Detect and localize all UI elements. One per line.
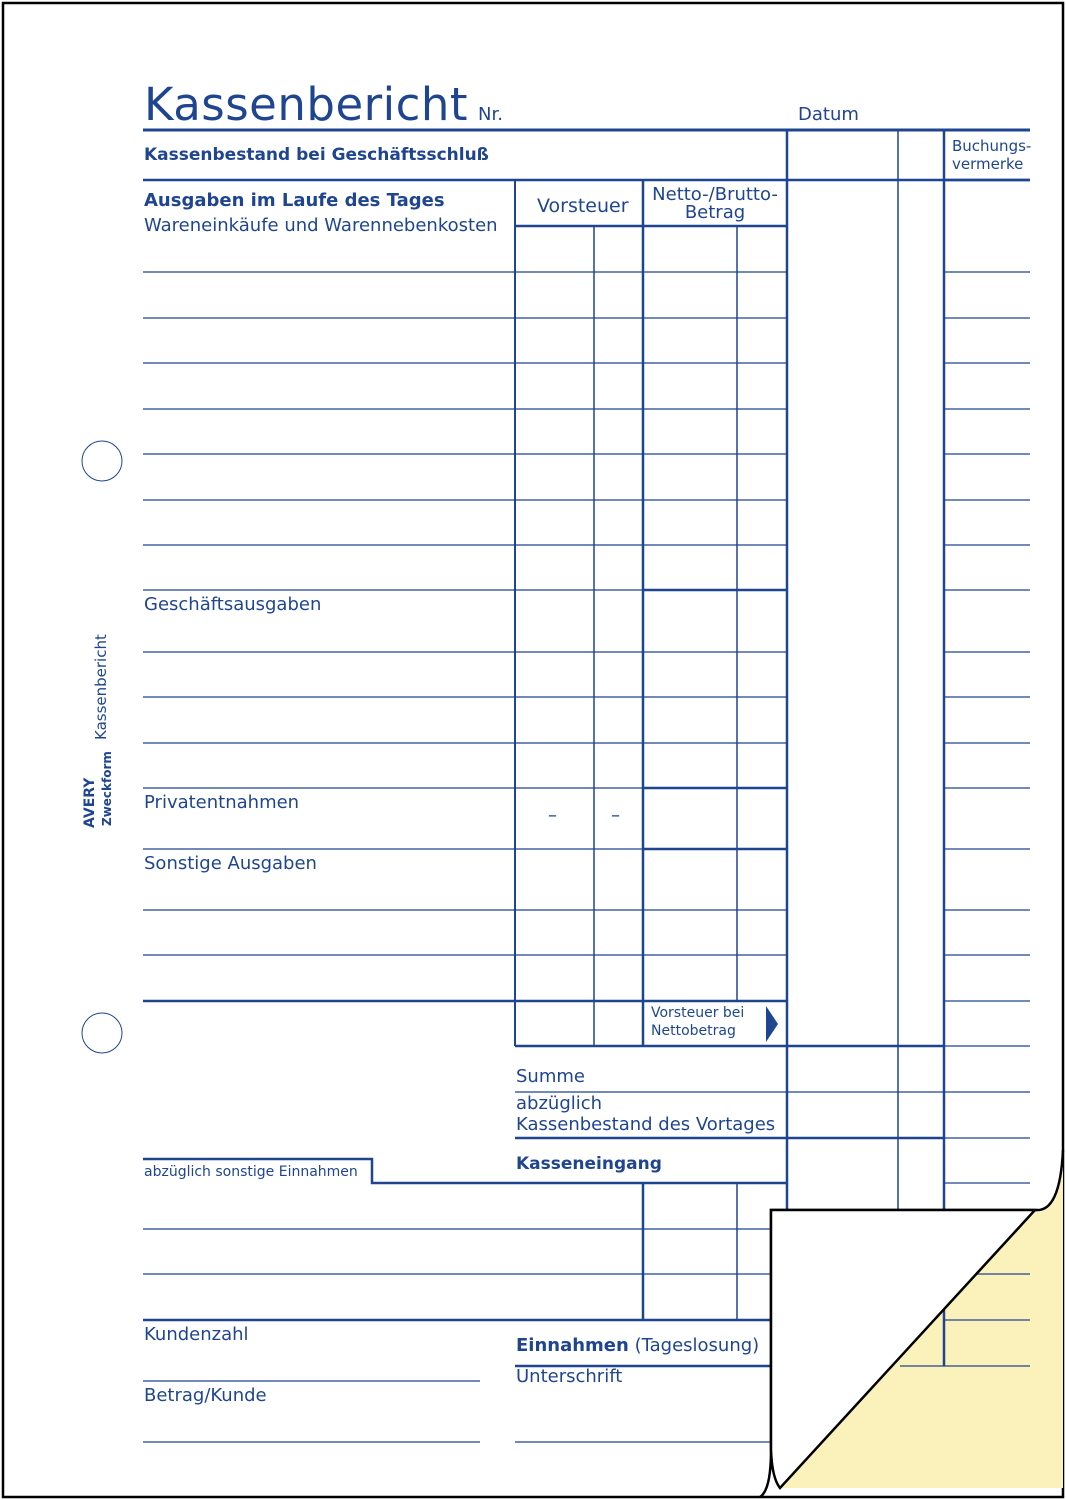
business-expenses-label: Geschäftsausgaben <box>144 594 322 615</box>
punch-hole-icon <box>82 1013 122 1053</box>
cash-balance-label: Kassenbestand bei Geschäftsschluß <box>144 145 489 165</box>
less-label: abzüglich <box>516 1093 603 1114</box>
form-title: Kassenbericht <box>144 78 469 131</box>
date-label: Datum <box>798 104 859 125</box>
brand-logo-zweckform: Zweckform <box>100 751 114 826</box>
expenses-heading: Ausgaben im Laufe des Tages <box>144 190 445 211</box>
input-tax-column-header: Vorsteuer <box>537 195 629 217</box>
booking-notes-label-1: Buchungs- <box>952 137 1032 155</box>
amount-column-header-2: Betrag <box>684 202 746 223</box>
private-dash-1: – <box>548 805 557 826</box>
other-expenses-label: Sonstige Ausgaben <box>144 853 317 874</box>
side-form-name: Kassenbericht <box>92 634 110 740</box>
private-withdrawals-label: Privatentnahmen <box>144 792 300 813</box>
arrow-marker-icon <box>766 1006 778 1042</box>
input-tax-note-2: Nettobetrag <box>651 1023 736 1039</box>
input-tax-note-1: Vorsteuer bei <box>651 1005 745 1021</box>
daily-income-label <box>516 1337 759 1355</box>
amount-column-header-1: Netto-/Brutto- <box>652 184 778 205</box>
sum-label: Summe <box>516 1066 585 1087</box>
amount-per-customer-label: Betrag/Kunde <box>144 1385 267 1406</box>
income-suffix-label: (Tageslosung) <box>634 1335 760 1356</box>
cash-receipt-label: Kasseneingang <box>516 1154 662 1174</box>
punch-hole-icon <box>82 441 122 481</box>
signature-label: Unterschrift <box>516 1366 623 1387</box>
brand-logo-avery: AVERY <box>82 777 98 828</box>
less-other-income-label: abzüglich sonstige Einnahmen <box>144 1164 358 1180</box>
booking-notes-label-2: vermerke <box>952 155 1024 173</box>
private-dash-2: – <box>611 805 620 826</box>
expenses-subheading: Wareneinkäufe und Warennebenkosten <box>144 215 498 236</box>
customer-count-label: Kundenzahl <box>144 1324 249 1345</box>
previous-balance-label: Kassenbestand des Vortages <box>516 1114 776 1135</box>
income-bold-label: Einnahmen <box>516 1335 629 1356</box>
number-label: Nr. <box>478 104 503 125</box>
